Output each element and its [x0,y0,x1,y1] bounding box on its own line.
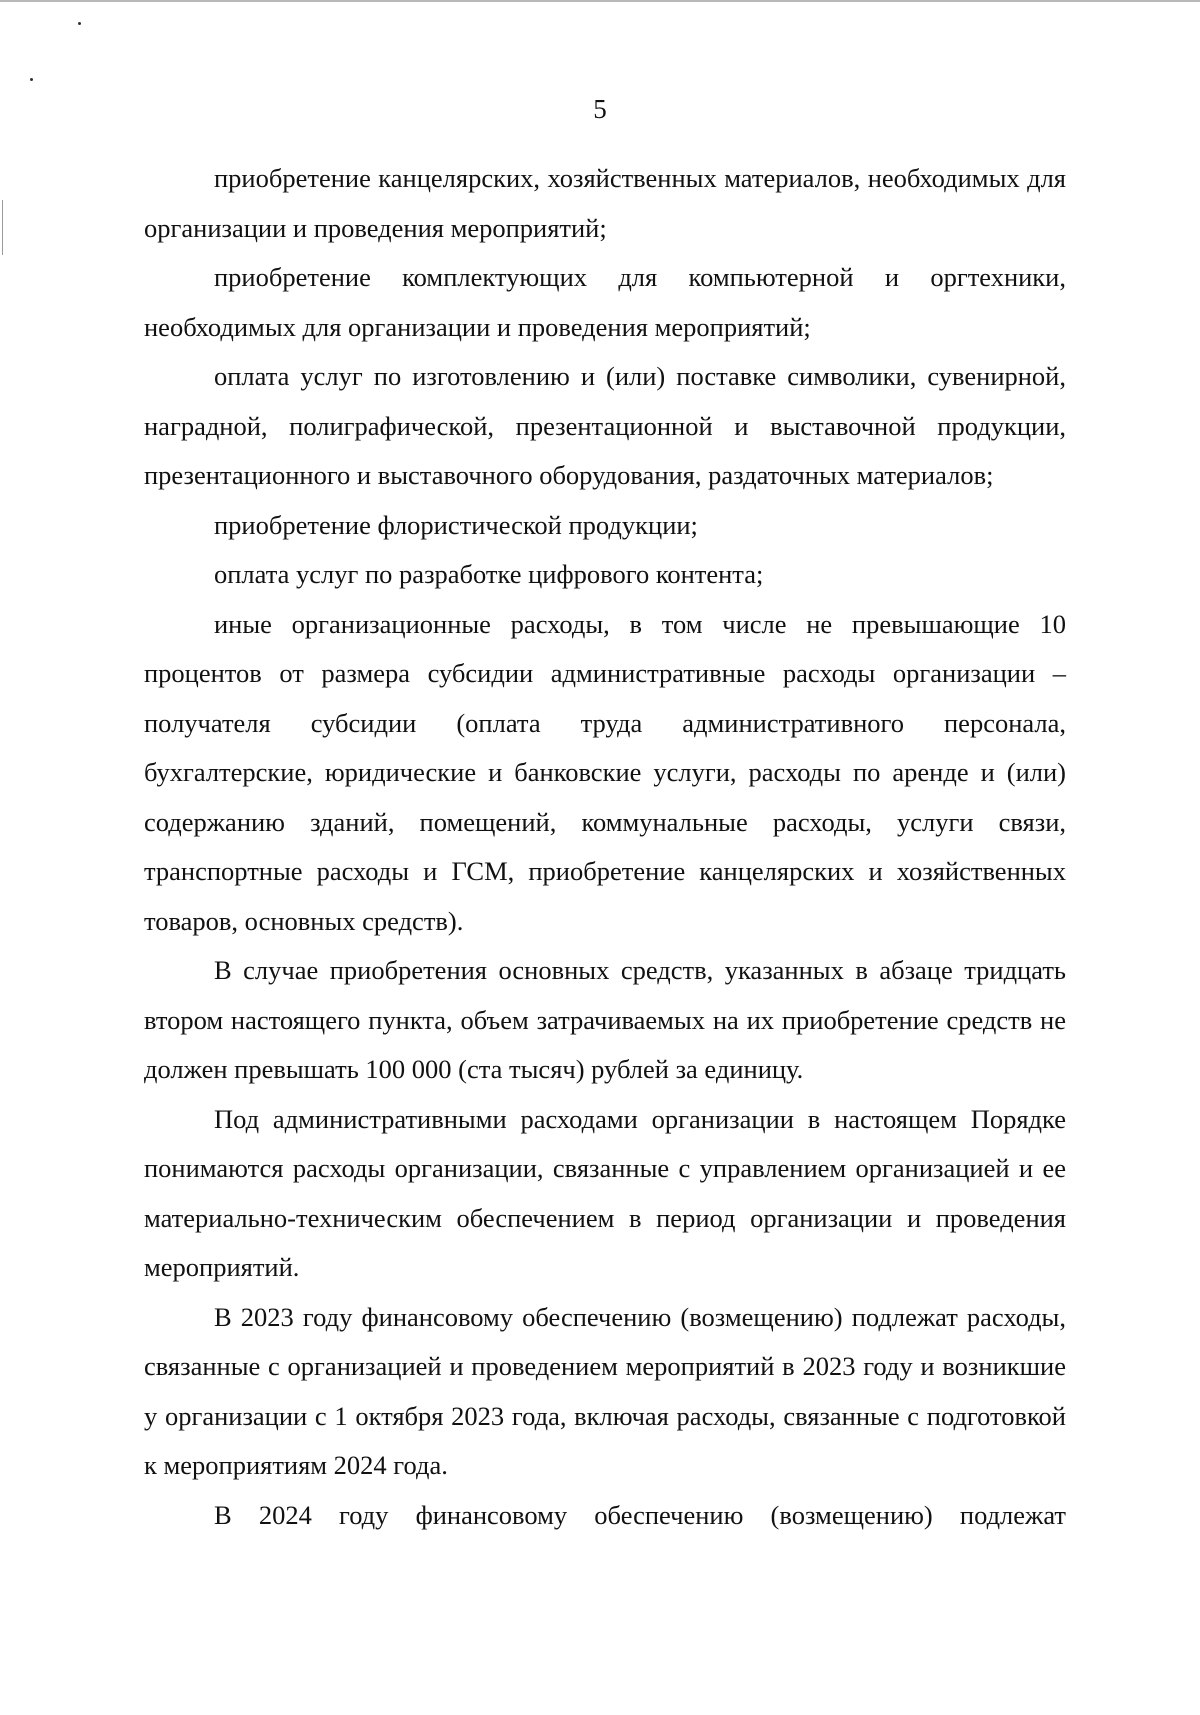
paragraph: В 2023 году финансовому обеспечению (возмещению) подлежат расходы, связанные с организацией и проведением мероприятий в 2023 году и возникшие у организации с 1 октября 2023 года, включая расходы, связанные с подготовкой к мероприятиям 2024 года. [144,1301,1066,1480]
page-number: 5 [593,94,607,124]
scan-margin-mark [2,200,3,255]
paragraph: Под административными расходами организации в настоящем Порядке понимаются расходы организации, связанные с управлением организацией и ее материально-техническим обеспечением в период организации и проведения мероприятий. [144,1103,1066,1282]
paragraph: В случае приобретения основных средств, указанных в абзаце тридцать втором настоящего пункта, объем затрачиваемых на их приобретение средств не должен превышать 100 000 (ста тысяч) рублей за единицу. [144,955,1066,1084]
paragraph: приобретение флористической продукции; [214,509,698,540]
paragraph: оплата услуг по изготовлению и (или) поставке символики, сувенирной, наградной, полиграфической, презентационной и выставочной продукции, презентационного и выставочного оборудования, раздаточных материалов; [144,361,1066,490]
paragraph: оплата услуг по разработке цифрового контента; [214,559,764,589]
scan-speck [78,22,81,25]
paragraph: приобретение комплектующих для компьютерной и оргтехники, необходимых для организации и проведения мероприятий; [144,262,1066,342]
paragraph: иные организационные расходы, в том числе не превышающие 10 процентов от размера субсидии административные расходы организации – получателя субсидии (оплата труда административного персонала, бухгалтерские, юридические и банковские услуги, расходы по аренде и (или) содержанию зданий, помещений, коммунальные расходы, услуги связи, транспортные расходы и ГСМ, приобретение канцелярских и хозяйственных товаров, основных средств). [144,608,1066,936]
paragraph: В 2024 году финансовому обеспечению (возмещению) подлежат [214,1499,1066,1530]
paragraph: приобретение канцелярских, хозяйственных материалов, необходимых для организации и проведения мероприятий; [144,163,1066,243]
scan-speck [30,78,33,81]
document-body [144,154,1066,1540]
scan-edge-line [0,0,1200,2]
